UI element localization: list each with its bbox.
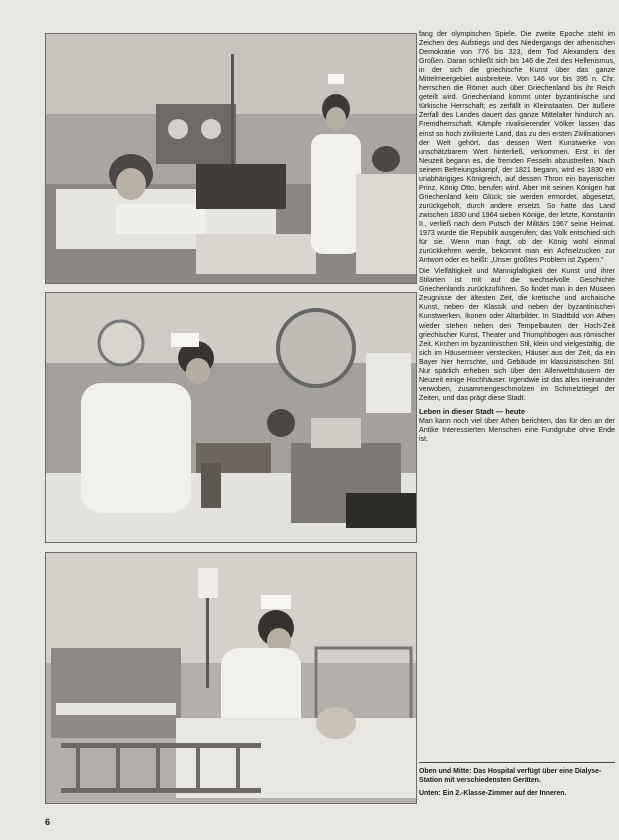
photo-dialysis-ward-middle [45,292,417,543]
section-heading: Leben in dieser Stadt — heute [419,406,525,416]
article-paragraph-1: fang der olympischen Spiele. Die zweite Epoche steht im Zeichen des Aufstiegs und des Niedergangs der athenischen Demokratie von 776 bis 323, dem Tod Alexanders des Großen. Daran schließt sich bis 146 die Zeit des Hellenismus, in der sich die griechische Kunst über das ganze Mittelmeergebiet ausbreitete. Von 146 vor bis 395 n. Chr. herrschen die Römer auch über Griechenland bis ihr Reich geteilt wird. Griechenland kommt unter byzantinische und türkische Herrschaft; es zerfällt in Kleinstaaten. Der äußere Zerfall des Landes dauert das ganze Mittelalter hindurch an. Fremdherrschaft, Kämpfe rivalisierender Völker lassen das einst so hoch zivilisierte Land, das zu den ersten Zivilisationen der Welt gehört, das dessen Wert Kunstwerke von unschätzbarem Wert hinterließ, verkommen. Erst in der Neuzeit begann es, die fremden Fesseln abzustreifen. Nach seinem Befreiungskampf, der 1821 begann, wird es 1830 ein unabhängiges Königreich, auf dessen Thron ein bayerischer Prinz, König Otto, berufen wird. Aber mit seinen Königen hat Griechenland kein Glück; sie werden ermordet, abgesetzt, zurückgeholt, durch andere ersetzt. So hatte das Land zwischen 1830 und 1964 sieben Könige, der letzte, Konstantin II., verließ nach dem Putsch der Militärs 1967 seine Heimat. 1973 wurde die Republik ausgerufen; das Volk entschied sich für sie. Wenn man fragt, ob der König wohl einmal zurückkehren werde, bekommt man ein Achselzucken zur Antwort oder es heißt: „Unser größtes Problem ist Zypern.“ [419,30,616,265]
photo-children-room-bottom-image [46,553,416,803]
article-paragraph-2: Die Vielfältigkeit und Mannigfaltigkeit der Kunst und ihrer Stilarten ist mit auf die wechselvolle Geschichte Griechenlands zurückzuführen. So findet man in den Museen Zeugnisse der ältesten Zeit, die kretische und archaische Kunst, neben der Klassik und neben der byzantinischen Kunstwerken, Ikonen oder Altarbilder. In Stadtbild von Athen wieder stehen neben den Tempelbauten der Hoch-Zeit griechischer Kunst, Theater und Triumphbogen aus römischer Zeit, Kirchen im byzantinischen Stil, klein und vielgestaltig, die sich im Häusermeer verstecken, Häuser aus der Zeit, da ein Bayer hier herrschte, und Gebäude im klassizistischen Stil. Nur spärlich erheben sich über den Allerweltshäusern der Neuzeit einige Hochhäuser. Irgendwie ist das alles ineinander verwoben, zusammengeschmolzen im Schmelztiegel der Zeiten, und das prägt diese Stadt. [419,267,615,402]
caption-bottom: Unten: Ein 2.-Klasse-Zimmer auf der Inneren. [419,789,567,797]
photo-dialysis-ward-top [45,33,417,284]
photo-dialysis-ward-top-image [46,34,416,283]
caption-top-middle: Oben und Mitte: Das Hospital verfügt über eine Dialyse-Station mit verschiedensten Geräten. [419,768,602,784]
caption-divider [419,762,615,763]
photo-dialysis-ward-middle-image [46,293,416,542]
page-number: 6 [45,817,51,827]
photo-captions [419,768,615,802]
article-paragraph-3: Man kann noch viel über Athen berichten, das für den an der Antike Interessierten Menschen eine Fundgrube ohne Ende ist. [419,416,615,444]
article-text-column [419,30,615,446]
photo-children-room-bottom [45,552,417,804]
